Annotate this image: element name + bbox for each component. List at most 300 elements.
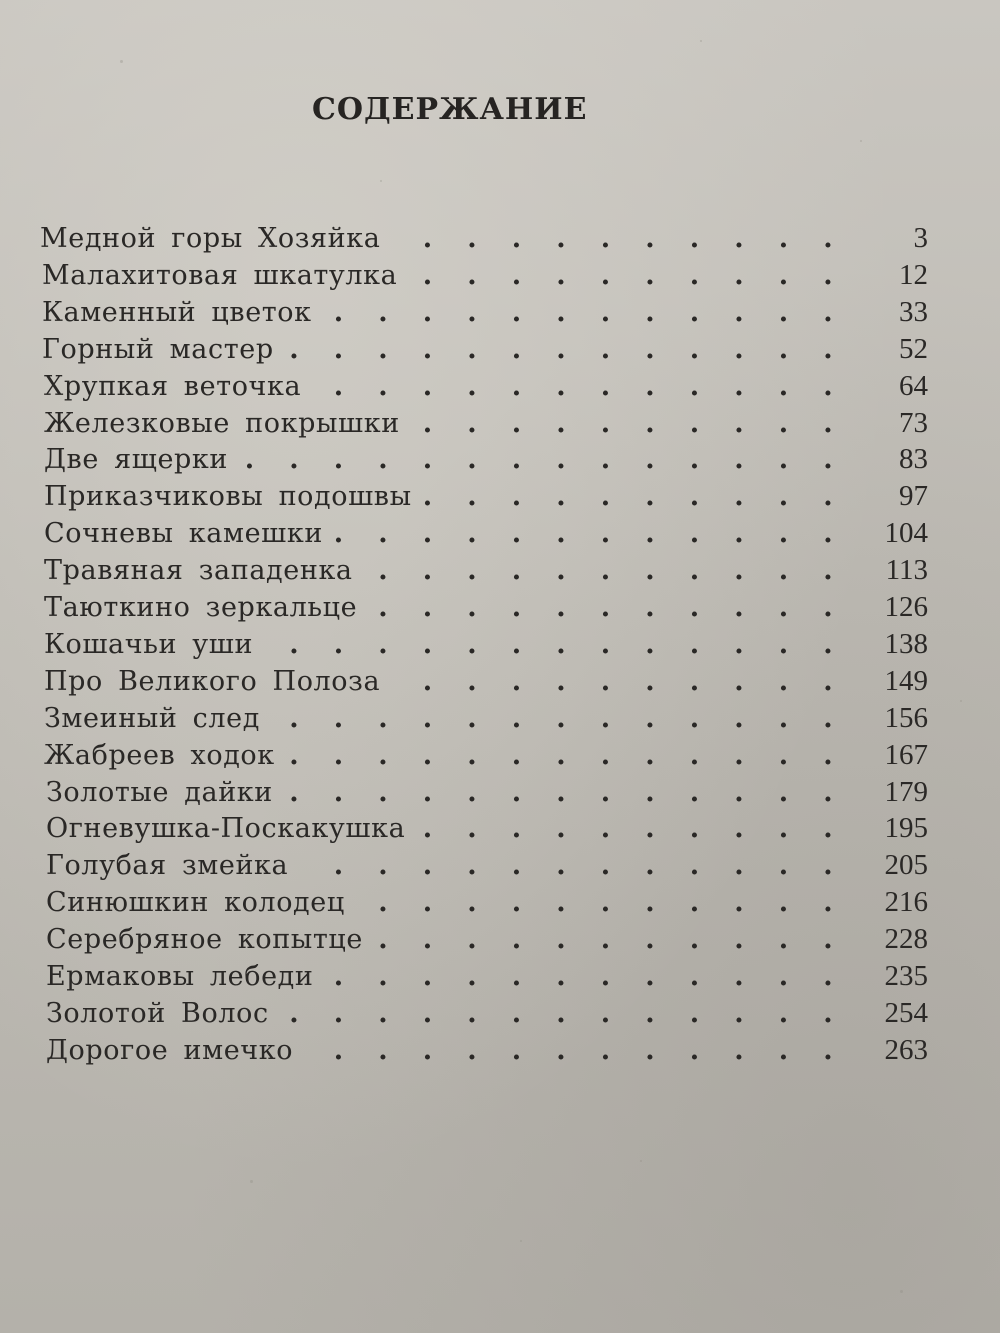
leader-dot: . (645, 333, 655, 365)
leader-dot: . (734, 370, 744, 402)
leader-dot: . (378, 555, 388, 587)
leader-dot: . (511, 961, 522, 992)
leader-dot: . (556, 887, 566, 919)
toc-entry-title: Малахитовая шкатулка (42, 259, 398, 291)
paper-speck (640, 1160, 642, 1162)
toc-entry-page: 64 (899, 369, 928, 402)
leader-dot: . (823, 776, 833, 808)
leader-dot: . (422, 223, 433, 254)
leader-dot: . (422, 370, 433, 402)
leader-dot: . (511, 924, 522, 956)
leader-dot: . (689, 739, 700, 771)
leader-dot: . (467, 924, 477, 956)
leader-dot: . (467, 850, 477, 882)
leader-dot: . (422, 407, 433, 439)
leader-dot: . (823, 296, 833, 328)
toc-entry-title: Золотые дайки (46, 776, 273, 808)
leader-dot: . (734, 628, 744, 660)
leader-dot: . (511, 739, 522, 771)
leader-dot: . (823, 592, 833, 623)
toc-entry-title: Про Великого Полоза (44, 665, 381, 697)
leader-dot: . (556, 628, 566, 660)
leader-dot: . (778, 702, 789, 734)
leader-dot: . (734, 702, 744, 734)
leader-dot: . (778, 665, 789, 697)
toc-entry[interactable] (0, 810, 1000, 847)
leader-dot: . (823, 887, 833, 919)
leader-dot: . (823, 333, 833, 365)
toc-entry[interactable] (0, 589, 1000, 626)
leader-dot: . (823, 665, 833, 697)
toc-entry-title: Каменный цветок (42, 296, 312, 328)
toc-entry[interactable] (0, 220, 1000, 257)
leader-dot: . (734, 481, 744, 513)
leader-dot: . (511, 628, 522, 660)
leader-dot: . (778, 997, 789, 1029)
leader-dot: . (511, 296, 522, 328)
leader-dot: . (333, 776, 344, 808)
toc-entry[interactable] (0, 331, 1000, 368)
leader-dot: . (778, 850, 789, 882)
leader-dot: . (600, 997, 611, 1029)
toc-entry[interactable] (0, 368, 1000, 405)
leader-dot: . (467, 665, 477, 697)
leader-dot: . (823, 924, 833, 956)
leader-dot: . (333, 628, 344, 660)
leader-dot: . (467, 628, 477, 660)
leader-dot: . (645, 296, 655, 328)
leader-dot: . (645, 555, 655, 587)
leader-dot: . (689, 850, 700, 882)
leader-dot: . (734, 924, 744, 956)
leader-dot: . (467, 333, 477, 365)
leader-dot: . (645, 813, 655, 845)
leader-dot: . (734, 776, 744, 808)
toc-entry[interactable] (0, 884, 1000, 921)
paper-speck (700, 40, 702, 42)
leader-dot: . (778, 776, 789, 808)
toc-entry-page: 83 (899, 443, 928, 476)
toc-entry[interactable] (0, 958, 1000, 995)
leader-dot: . (734, 739, 744, 771)
leader-dot: . (422, 776, 433, 808)
leader-dot: . (823, 259, 833, 291)
toc-entry-page: 33 (899, 295, 928, 328)
leader-dot: . (289, 444, 299, 476)
leader-dot: . (645, 481, 655, 513)
toc-entry-title: Серебряное копытце (46, 924, 363, 956)
leader-dot: . (422, 259, 433, 291)
leader-dot: . (467, 887, 477, 919)
leader-dot: . (689, 223, 700, 254)
toc-entry-title: Железковые покрышки (44, 407, 400, 439)
leader-dot: . (689, 333, 700, 365)
leader-dot: . (556, 444, 566, 476)
leader-dot: . (511, 776, 522, 808)
leader-dot: . (333, 850, 344, 882)
leader-dot: . (689, 407, 700, 439)
leader-dot: . (645, 407, 655, 439)
leader-dot: . (511, 592, 522, 623)
toc-entry-title: Синюшкин колодец (46, 887, 345, 919)
leader-dot: . (600, 1034, 611, 1066)
toc-entry[interactable] (0, 515, 1000, 552)
leader-dot: . (467, 481, 477, 513)
toc-entry-page: 3 (913, 222, 928, 254)
leader-dot: . (422, 850, 433, 882)
leader-dot: . (600, 739, 611, 771)
leader-dot: . (289, 739, 299, 771)
leader-dot: . (734, 961, 744, 992)
leader-dot: . (333, 370, 344, 402)
leader-dot: . (467, 444, 477, 476)
leader-dot: . (823, 813, 833, 845)
leader-dot: . (289, 997, 299, 1029)
leader-dot: . (778, 555, 789, 587)
toc-entry-page: 254 (884, 996, 928, 1029)
leader-dot: . (689, 997, 700, 1029)
leader-dot: . (689, 961, 700, 992)
toc-entry-title: Кошачьи уши (44, 628, 254, 660)
leader-dot: . (556, 592, 566, 623)
leader-dot: . (645, 518, 655, 550)
leader-dot: . (600, 333, 611, 365)
toc-entry-page: 205 (884, 849, 928, 882)
leader-dot: . (689, 444, 700, 476)
leader-dot: . (734, 813, 744, 845)
leader-dot: . (823, 223, 833, 254)
leader-dot: . (689, 518, 700, 550)
leader-dot: . (422, 665, 433, 697)
leader-dot: . (511, 555, 522, 587)
toc-entry-title: Травяная западенка (44, 555, 353, 587)
leader-dot: . (378, 444, 388, 476)
leader-dot: . (378, 1034, 388, 1066)
toc-entry-page: 167 (884, 738, 928, 771)
leader-dot: . (422, 813, 433, 845)
leader-dot: . (556, 555, 566, 587)
leader-dot: . (689, 665, 700, 697)
leader-dot: . (378, 333, 388, 365)
leader-dot: . (600, 407, 611, 439)
leader-dot: . (778, 592, 789, 623)
leader-dot: . (689, 296, 700, 328)
leader-dot: . (734, 407, 744, 439)
leader-dot: . (734, 333, 744, 365)
leader-dot: . (378, 518, 388, 550)
leader-dot: . (556, 296, 566, 328)
leader-dot: . (511, 481, 522, 513)
leader-dot: . (467, 592, 477, 623)
leader-dot: . (556, 407, 566, 439)
leader-dot: . (333, 961, 344, 992)
leader-dot: . (600, 259, 611, 291)
leader-dot: . (511, 813, 522, 845)
leader-dot: . (734, 518, 744, 550)
toc-entry-page: 97 (899, 480, 928, 513)
leader-dot: . (422, 924, 433, 956)
leader-dot: . (289, 776, 299, 808)
leader-dot: . (378, 850, 388, 882)
leader-dot: . (422, 887, 433, 919)
leader-dot: . (467, 518, 477, 550)
leader-dot: . (600, 481, 611, 513)
toc-entry-page: 104 (884, 517, 928, 550)
leader-dot: . (422, 1034, 433, 1066)
leader-dot: . (511, 370, 522, 402)
leader-dot: . (422, 481, 433, 513)
leader-dot: . (600, 555, 611, 587)
leader-dot: . (556, 333, 566, 365)
leader-dot: . (556, 850, 566, 882)
toc-entry-title: Хрупкая веточка (44, 370, 302, 402)
leader-dot: . (556, 924, 566, 956)
leader-dot: . (600, 296, 611, 328)
leader-dot: . (333, 997, 344, 1029)
toc-entry-title: Дорогое имечко (46, 1034, 294, 1066)
leader-dot: . (734, 665, 744, 697)
leader-dot: . (600, 628, 611, 660)
leader-dot: . (556, 259, 566, 291)
toc-entry[interactable] (0, 441, 1000, 478)
leader-dot: . (600, 223, 611, 254)
leader-dot: . (734, 887, 744, 919)
leader-dot: . (467, 961, 477, 992)
leader-dot: . (823, 850, 833, 882)
leader-dot: . (467, 813, 477, 845)
leader-dot: . (511, 702, 522, 734)
toc-entry[interactable] (0, 478, 1000, 515)
leader-dot: . (645, 997, 655, 1029)
leader-dot: . (511, 997, 522, 1029)
leader-dot: . (645, 370, 655, 402)
leader-dot: . (467, 370, 477, 402)
leader-dot: . (600, 776, 611, 808)
toc-entry-title: Таюткино зеркальце (44, 592, 358, 623)
toc-entry-page: 52 (899, 332, 928, 365)
toc-entry-page: 149 (884, 664, 928, 697)
leader-dot: . (333, 1034, 344, 1066)
leader-dot: . (467, 702, 477, 734)
leader-dot: . (511, 223, 522, 254)
leader-dot: . (600, 813, 611, 845)
leader-dot: . (422, 518, 433, 550)
toc-entry-page: 195 (884, 812, 928, 845)
page-title: СОДЕРЖАНИЕ (312, 92, 588, 127)
toc-entry[interactable] (0, 257, 1000, 294)
leader-dot: . (734, 555, 744, 587)
toc-entry[interactable] (0, 405, 1000, 442)
leader-dot: . (556, 1034, 566, 1066)
leader-dot: . (734, 259, 744, 291)
leader-dot: . (422, 555, 433, 587)
leader-dot: . (467, 776, 477, 808)
leader-dot: . (333, 702, 344, 734)
leader-dot: . (556, 961, 566, 992)
toc-entry-page: 138 (884, 627, 928, 660)
leader-dot: . (823, 481, 833, 513)
paper-speck (380, 180, 382, 182)
leader-dot: . (422, 702, 433, 734)
leader-dot: . (600, 444, 611, 476)
toc-entry-title: Приказчиковы подошвы (44, 481, 412, 513)
leader-dot: . (422, 739, 433, 771)
leader-dot: . (333, 333, 344, 365)
leader-dot: . (467, 223, 477, 254)
leader-dot: . (689, 259, 700, 291)
leader-dot: . (778, 961, 789, 992)
toc-entry[interactable] (0, 995, 1000, 1032)
toc-entry[interactable] (0, 774, 1000, 811)
leader-dot: . (511, 333, 522, 365)
leader-dot: . (422, 628, 433, 660)
leader-dot: . (689, 813, 700, 845)
leader-dot: . (467, 739, 477, 771)
leader-dot: . (689, 628, 700, 660)
leader-dot: . (778, 1034, 789, 1066)
leader-dot: . (467, 997, 477, 1029)
leader-dot: . (556, 702, 566, 734)
leader-dot: . (823, 739, 833, 771)
leader-dot: . (467, 259, 477, 291)
leader-dot: . (600, 370, 611, 402)
leader-dot: . (823, 370, 833, 402)
leader-dot: . (645, 259, 655, 291)
leader-dot: . (556, 739, 566, 771)
leader-dot: . (645, 1034, 655, 1066)
leader-dot: . (378, 628, 388, 660)
leader-dot: . (823, 628, 833, 660)
leader-dot: . (467, 407, 477, 439)
leader-dot: . (600, 592, 611, 623)
leader-dot: . (734, 850, 744, 882)
leader-dot: . (511, 518, 522, 550)
toc-entry-title: Сочневы камешки (44, 518, 323, 550)
leader-dot: . (778, 407, 789, 439)
leader-dot: . (556, 481, 566, 513)
leader-dot: . (378, 296, 388, 328)
leader-dot: . (823, 518, 833, 550)
leader-dot: . (778, 370, 789, 402)
leader-dot: . (600, 518, 611, 550)
leader-dot: . (645, 961, 655, 992)
leader-dot: . (511, 850, 522, 882)
leader-dot: . (556, 776, 566, 808)
toc-entry[interactable] (0, 1032, 1000, 1069)
leader-dot: . (511, 444, 522, 476)
paper-speck (520, 1240, 522, 1242)
leader-dot: . (378, 887, 388, 919)
leader-dot: . (378, 776, 388, 808)
leader-dot: . (378, 924, 388, 956)
leader-dot: . (600, 887, 611, 919)
paper-speck (960, 700, 962, 702)
paper-speck (120, 60, 123, 63)
leader-dot: . (645, 223, 655, 254)
toc-entry-title: Две ящерки (44, 444, 228, 476)
toc-entry-page: 113 (885, 554, 928, 587)
leader-dot: . (556, 665, 566, 697)
leader-dot: . (556, 223, 566, 254)
toc-entry-page: 73 (899, 406, 928, 439)
leader-dot: . (333, 444, 344, 476)
leader-dot: . (422, 997, 433, 1029)
leader-dot: . (511, 887, 522, 919)
leader-dot: . (422, 333, 433, 365)
leader-dot: . (289, 333, 299, 365)
leader-dot: . (645, 628, 655, 660)
leader-dot: . (823, 444, 833, 476)
leader-dot: . (734, 1034, 744, 1066)
leader-dot: . (467, 1034, 477, 1066)
toc-entry-title: Голубая змейка (46, 850, 289, 882)
paper-speck (60, 900, 62, 902)
toc-entry-page: 12 (899, 258, 928, 291)
toc-entry-title: Огневушка-Поскакушка (46, 813, 406, 845)
leader-dot: . (778, 924, 789, 956)
leader-dot: . (511, 259, 522, 291)
leader-dot: . (823, 1034, 833, 1066)
leader-dot: . (645, 702, 655, 734)
leader-dot: . (333, 296, 344, 328)
toc-entry[interactable] (0, 737, 1000, 774)
leader-dot: . (689, 555, 700, 587)
toc-entry[interactable] (0, 663, 1000, 700)
leader-dot: . (600, 665, 611, 697)
leader-dot: . (511, 665, 522, 697)
toc-entry[interactable] (0, 294, 1000, 331)
leader-dot: . (778, 628, 789, 660)
leader-dot: . (645, 850, 655, 882)
leader-dot: . (645, 776, 655, 808)
toc-entry[interactable] (0, 552, 1000, 589)
leader-dot: . (778, 481, 789, 513)
leader-dot: . (467, 296, 477, 328)
toc-entry[interactable] (0, 847, 1000, 884)
leader-dot: . (422, 592, 433, 623)
leader-dot: . (333, 518, 344, 550)
leader-dot: . (823, 997, 833, 1029)
paper-speck (860, 140, 862, 142)
leader-dot: . (511, 407, 522, 439)
leader-dot: . (778, 223, 789, 254)
leader-dot: . (823, 555, 833, 587)
leader-dot: . (778, 333, 789, 365)
leader-dot: . (556, 370, 566, 402)
leader-dot: . (556, 997, 566, 1029)
toc-entry[interactable] (0, 626, 1000, 663)
leader-dot: . (734, 444, 744, 476)
leader-dot: . (734, 592, 744, 623)
leader-dot: . (689, 924, 700, 956)
toc-entry-page: 228 (884, 923, 928, 956)
leader-dot: . (645, 444, 655, 476)
leader-dot: . (600, 702, 611, 734)
toc-entry[interactable] (0, 921, 1000, 958)
leader-dot: . (778, 518, 789, 550)
leader-dot: . (689, 481, 700, 513)
leader-dot: . (645, 665, 655, 697)
leader-dot: . (778, 444, 789, 476)
leader-dot: . (823, 702, 833, 734)
leader-dot: . (689, 887, 700, 919)
leader-dot: . (823, 961, 833, 992)
toc-entry-title: Золотой Волос (46, 997, 269, 1029)
toc-entry-title: Медной горы Хозяйка (40, 223, 381, 254)
toc-entry[interactable] (0, 700, 1000, 737)
leader-dot: . (600, 961, 611, 992)
leader-dot: . (378, 592, 388, 623)
